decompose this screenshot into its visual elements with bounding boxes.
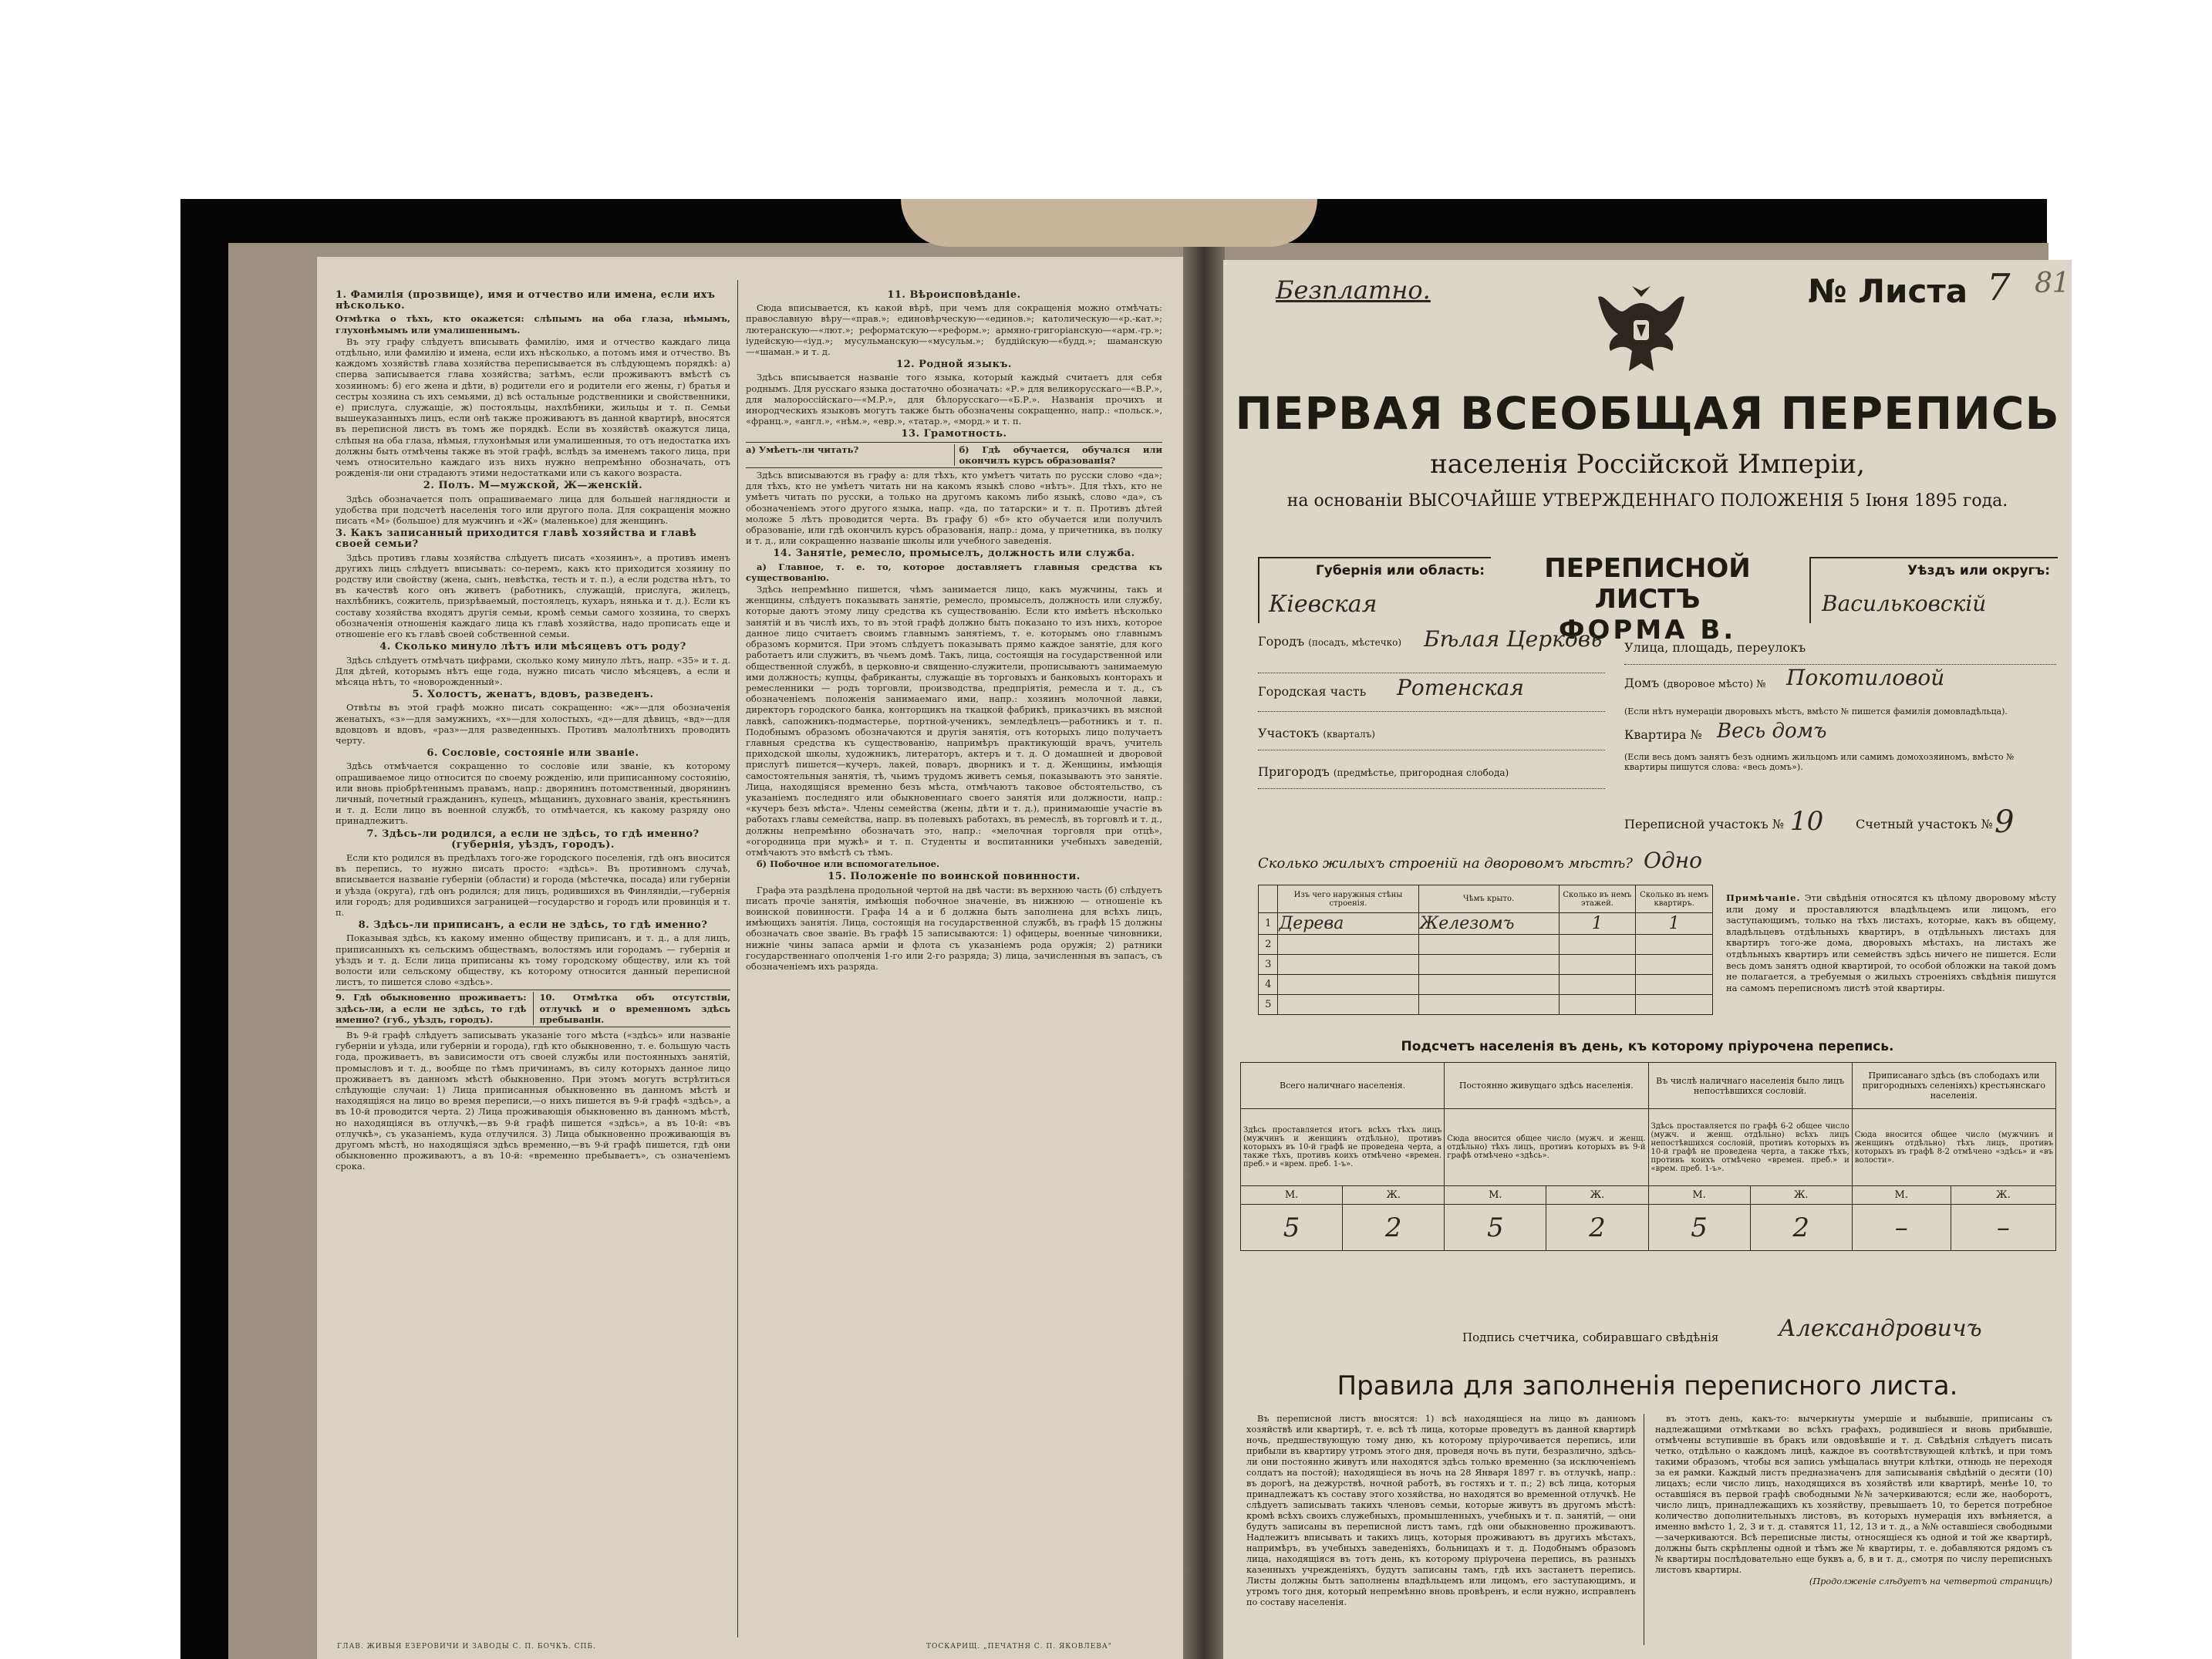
province-value: Кіевская: [1269, 591, 1377, 618]
census-precinct-row: [1624, 804, 2056, 843]
city-hint: (посадъ, мѣстечко): [1308, 637, 1402, 648]
count-desc-peasants: Сюда вносится общее число (мужчинъ и женщинъ отдѣльно) тѣхъ лицъ, противъ которыхъ въ графѣ 8-2 отмѣчено «здѣсь» и «въ волости».: [1852, 1109, 2055, 1186]
bldg-header-walls: Изъ чего наружныя стѣны строенія.: [1278, 885, 1418, 913]
count-value: 2: [1750, 1205, 1852, 1251]
q6-text: Здѣсь отмѣчается сокращенно то сословіе или званіе, къ которому опрашиваемое лицо относится по своему рожденію, или приписанному состоянію, или вновь пріобрѣтеннымъ правамъ, напр.: дворянинъ потомственный, дворянинъ личный, почетный гражданинъ, купецъ, мѣщанинъ, духовнаго званія, крестьянинъ и т. д. Если лицо въ военной службѣ, то отмѣчается, къ какому разряду оно принадлежитъ.: [336, 760, 730, 827]
count-precinct-label: Счетный участокъ №: [1856, 817, 1993, 831]
count-col-m: М.: [1852, 1186, 1951, 1205]
buildings-label: Сколько жилыхъ строеній на дворовомъ мѣстѣ?: [1258, 855, 1633, 872]
rules-title: Правила для заполненія переписного листа.: [1337, 1371, 1958, 1401]
signature-label: Подпись счетчика, собиравшаго свѣдѣнія: [1462, 1330, 1719, 1344]
city-value: Бѣлая Церковь: [1424, 626, 1603, 652]
column-divider: [737, 280, 738, 1637]
form-title-line-2: ФОРМА В.: [1558, 615, 1737, 646]
q15-text: Графа эта раздѣлена продольной чертой на двѣ части: въ верхнюю часть (б) слѣдуетъ писать прочіе занятія, имѣющія побочное значеніе, въ нижнюю — отношеніе къ воинской повинности. Графа 14 а и б должна быть заполнена для всѣхъ лицъ, имѣющихъ занятія. Лица, состоящія на государственной службѣ, въ графѣ 15 должны обозначать свое званіе. Въ графѣ 15 записываются: 1) офицеры, военные чиновники, нижніе чины запаса арміи и флота съ указаніемъ рода оружія; 2) ратники государственнаго ополченія 1-го или 2-го разряда; 3) лица, зачисленныя въ запасъ, съ обозначеніемъ ихъ разряда.: [746, 884, 1162, 972]
apartment-note: (Если весь домъ занятъ безъ однимъ жильцомъ или самимъ домохозяиномъ, вмѣсто № квартиры пишутся слова: «весь домъ»).: [1624, 752, 2015, 772]
note-text: Эти свѣдѣнія относятся къ цѣлому дворовому мѣсту или дому и проставляются владѣльцемъ или лицомъ, его заступающимъ, только на тѣхъ листахъ, которые, какъ въ общему, владѣльцевъ отдѣльныхъ квартиръ, в отдѣльныхъ листахъ для квартиръ того-же дома, дворовыхъ мѣстахъ, на листахъ же отдѣльныхъ квартиръ или семействъ здѣсь ничего не пишется. Если весь домъ занятъ одной квартирой, то особой обложки на такой домъ не полагается, а требуемыя о жилыхъ строеніяхъ свѣдѣнія пишутся на самомъ переписномъ листѣ этой квартиры.: [1726, 892, 2056, 993]
apartment-label: Квартира №: [1624, 727, 1702, 742]
left-column-1: [336, 288, 730, 1173]
city-label: Городъ: [1258, 634, 1305, 649]
bldg-header-floors: Сколько въ немъ этажей.: [1559, 885, 1636, 913]
census-main-title: ПЕРВАЯ ВСЕОБЩАЯ ПЕРЕПИСЬ: [1235, 387, 2060, 440]
house-note: (Если нѣтъ нумераціи дворовыхъ мѣстъ, вмѣсто № пишется фамилія домовладѣльца).: [1624, 706, 2008, 717]
bldg-header-apartments: Сколько въ немъ квартиръ.: [1636, 885, 1713, 913]
q6-title: 6. Сословіе, состояніе или званіе.: [427, 747, 639, 760]
district-label: Уѣздъ или округъ:: [1907, 563, 2050, 578]
count-header-resident: Постоянно живущаго здѣсь населенія.: [1445, 1063, 1648, 1109]
census-precinct-value: 10: [1790, 806, 1824, 837]
rules-column-2: [1655, 1414, 2052, 1588]
count-header-peasants: Приписанаго здѣсь (въ слободахъ или пригородныхъ селеніяхъ) крестьянскаго населенія.: [1852, 1063, 2055, 1109]
q2-text: Здѣсь обозначается полъ опрашиваемаго лица для большей наглядности и удобства при подсчетѣ населенія того или другого пола. Для сокращенія можно писать «М» (большое) для мужчинъ и «Ж» (маленькое) для женщинъ.: [336, 493, 730, 527]
province-label: Губернія или область:: [1315, 563, 1485, 578]
bldg-row-number: 1: [1259, 913, 1278, 935]
count-header-estates: Въ числѣ наличнаго населенія было лицъ непостѣвшихся сословій.: [1648, 1063, 1852, 1109]
address-left: [1258, 626, 1605, 789]
population-count-table: [1240, 1062, 2056, 1251]
q1-sub: Отмѣтка о тѣхъ, кто окажется: слѣпымъ на оба глаза, нѣмымъ, глухонѣмымъ или умалишеннымъ.: [336, 313, 730, 336]
count-col-zh: Ж.: [1546, 1186, 1648, 1205]
precinct-hint: (кварталъ): [1323, 729, 1375, 740]
q13-title: 13. Грамотность.: [901, 428, 1007, 440]
count-value: –: [1852, 1205, 1951, 1251]
census-basis-line: на основаніи ВЫСОЧАЙШЕ УТВЕРЖДЕННАГО ПОЛОЖЕНІЯ 5 Іюня 1895 года.: [1286, 491, 2008, 511]
q7-text: Если кто родился въ предѣлахъ того-же городского поселенія, гдѣ онъ вносится въ перепись, то нужно писать просто: «здѣсь». Въ противномъ случаѣ, вписывается названіе губерніи (области) и города (мѣстечка, посада) или губерніи и уѣзда (округа), гдѣ онъ родился; для лицъ, родившихся въ Финляндіи,—губернія или городъ; для родившихся заграницей—государство и городъ или провинція и т. п.: [336, 851, 730, 918]
count-value: 5: [1445, 1205, 1546, 1251]
q5-title: 5. Холостъ, женатъ, вдовъ, разведенъ.: [412, 689, 654, 701]
signature-value: Александровичъ: [1779, 1315, 1982, 1342]
count-precinct-value: 9: [1995, 804, 2015, 840]
census-subtitle: населенія Россійской Имперіи,: [1430, 449, 1865, 480]
bldg-cell-floors: 1: [1559, 913, 1636, 935]
city-part-label: Городская часть: [1258, 684, 1367, 699]
form-title-line-1: ПЕРЕПИСНОЙ ЛИСТЪ: [1544, 553, 1751, 615]
bldg-cell-apartments: 1: [1636, 913, 1713, 935]
note-block: [1726, 892, 2056, 993]
precinct-label: Участокъ: [1258, 726, 1320, 740]
house-hint: (дворовое мѣсто) №: [1663, 679, 1766, 690]
buildings-table: [1258, 885, 1713, 1015]
count-desc-present: Здѣсь проставляется итогъ всѣхъ тѣхъ лицъ (мужчинъ и женщинъ отдѣльно), противъ которыхъ въ 10-й графѣ не проведена черта, а также тѣхъ, противъ коихъ отмѣчено «времен. преб.» и «врем. преб. 1-ъ».: [1241, 1109, 1445, 1186]
count-desc-resident: Сюда вносится общее число (мужч. и женщ. отдѣльно) тѣхъ лицъ, противъ которыхъ въ 9-й графѣ отмѣчено «здѣсь».: [1445, 1109, 1648, 1186]
count-col-zh: Ж.: [1750, 1186, 1852, 1205]
q2-title: 2. Полъ. М—мужской, Ж—женскій.: [423, 480, 643, 492]
scan-background: [180, 199, 2070, 1659]
district-box: [1809, 557, 2058, 623]
sheet-number-label: № Листа: [1808, 272, 1968, 310]
q15-title: 15. Положеніе по воинской повинности.: [828, 871, 1081, 883]
house-label: Домъ: [1624, 676, 1660, 690]
bldg-row-number: 4: [1259, 975, 1278, 995]
buildings-row: [1258, 848, 2056, 882]
lamp-shade: [901, 199, 1317, 247]
q4-text: Здѣсь слѣдуетъ отмѣчать цифрами, сколько кому минуло лѣтъ, напр. «35» и т. д. Для дѣтей, которымъ нѣтъ еще года, нужно писать число мѣсяцевъ, а если и мѣсяца нѣтъ, то «новорожденный».: [336, 654, 730, 687]
q14a-label: а) Главное, т. е. то, которое доставляетъ главныя средства къ существованію.: [746, 561, 1162, 583]
q10-title: 10. Отмѣтка объ отсутствіи, отлучкѣ и о временномъ здѣсь пребываніи.: [539, 992, 730, 1025]
apartment-value: Весь домъ: [1717, 720, 1827, 743]
rules-continued: (Продолженіе слѣдуетъ на четвертой страницѣ): [1809, 1576, 2052, 1587]
count-value: 2: [1343, 1205, 1445, 1251]
q8-title: 8. Здѣсь-ли приписанъ, а если не здѣсь, то гдѣ именно?: [358, 919, 708, 932]
count-col-m: М.: [1445, 1186, 1546, 1205]
count-value: 5: [1241, 1205, 1343, 1251]
note-title: Примѣчаніе.: [1726, 892, 1801, 903]
q4-title: 4. Сколько минуло лѣтъ или мѣсяцевъ отъ роду?: [379, 641, 686, 653]
q12-title: 12. Родной языкъ.: [896, 359, 1012, 371]
bldg-row-number: 2: [1259, 935, 1278, 955]
count-title: Подсчетъ населенія въ день, къ которому пріурочена перепись.: [1401, 1039, 1894, 1054]
q1-title: 1. Фамилія (прозвище), имя и отчество или имена, если ихъ нѣсколько.: [336, 289, 716, 312]
q7-title: 7. Здѣсь-ли родился, а если не здѣсь, то гдѣ именно? (губернія, уѣздъ, городъ).: [366, 828, 700, 851]
street-label: Улица, площадь, переулокъ: [1624, 634, 2056, 665]
q14-text: Здѣсь непремѣнно пишется, чѣмъ занимается лицо, какъ мужчины, такъ и женщины, слѣдуетъ показывать занятіе, ремесло, промыселъ, должность или службу, которые даютъ этому лицу средства къ существованію. Если кто имѣетъ нѣсколько занятій и въ числѣ ихъ, то въ этой графѣ должно быть показано то изъ нихъ, которое данное лицо считаетъ своимъ главнымъ занятіемъ, т. е. которымъ оно главнымъ образомъ кормится. При этомъ слѣдуетъ показывать прямо каждое занятіе, для кого работаетъ или служитъ, въ чьемъ домѣ. Такъ, лица, состоящія на государственной или общественной службѣ, в церковно-и священно-служители, прописываютъ занимаемую ими должность; купцы, фабриканты, служащіе въ торговыхъ и банковыхъ конторахъ и ремесленники — родъ торговли, производства, предпріятія, ремесла и т. д., съ обозначеніемъ положенія занимаемаго ими, напр.: хозяинъ молочной лавки, директоръ городского банка, конторщикъ на ткацкой фабрикѣ, приказчикъ въ мясной лавкѣ, сапожникъ-подмастерье, портной-ученикъ, земледѣлецъ—работникъ и т. п. Подобнымъ образомъ обозначаются и другія занятія, отъ которыхъ лицо получаетъ главныя средства къ существованію, напримѣръ практикующій врачъ, учитель приходской школы, художникъ, литераторъ, актеръ и т. д. О домашней и дворовой прислугѣ пишется—кучеръ, лакей, поваръ, дворникъ и т. д. Женщины, имѣющія самостоятельныя занятія, тѣ, чьимъ трудомъ живетъ семья, показываютъ это занятіе. Лица, находящіяся временно безъ мѣста, отмѣчаютъ таковое обстоятельство, съ указаніемъ последняго или обыкновеннаго своего занятія или должности, напр.: «кучеръ безъ мѣста». Члены семейства (жены, дѣти и т. д.), принимающіе участіе въ работахъ главы семейства, напр. въ полевыхъ работахъ, въ ремеслѣ, въ торговлѣ и т. д., должны непремѣнно обозначать это, напр.: «мелочная торговля при отцѣ», «огородница при мужѣ» и т. п. Студенты и воспитанники учебныхъ заведеній, отмѣчаютъ это вмѣстѣ съ тѣмъ.: [746, 584, 1162, 858]
count-desc-estates: Здѣсь проставляется по графѣ 6-2 общее число (мужч. и женщ. отдѣльно) всѣхъ лицъ непостѣвшихся сословій, противъ которыхъ въ 10-й графѣ не проведена черта, а также тѣхъ, противъ коихъ отмѣчено «времен. преб.» и «врем. преб. 1-ъ».: [1648, 1109, 1852, 1186]
count-col-m: М.: [1241, 1186, 1343, 1205]
count-value: 5: [1648, 1205, 1750, 1251]
suburb-label: Пригородъ: [1258, 764, 1330, 779]
printer-imprint-right: ТОСКАРИЩ. „ПЕЧАТНЯ С. П. ЯКОВЛЕВА": [926, 1643, 1112, 1651]
bldg-cell-walls: Дерева: [1278, 913, 1418, 935]
count-value: 2: [1546, 1205, 1648, 1251]
city-part-value: Ротенская: [1397, 675, 1524, 700]
district-value: Васильковскій: [1822, 591, 1987, 616]
sheet-number-value: 7: [1987, 266, 2011, 309]
margin-mark: 81: [2035, 268, 2070, 299]
book-gutter: [1183, 243, 1225, 1659]
buildings-value: Одно: [1644, 848, 1703, 873]
rules-text-1: Въ переписной листъ вносятся: 1) всѣ находящіеся на лицо въ данномъ хозяйствѣ или квартирѣ, т. е. всѣ тѣ лица, которые проведутъ въ данной квартирѣ ночь, предшествующую тому дню, къ которому пріурочивается перепись, или прибыли въ квартиру утромъ этого дня, проведя ночь въ пути, безразлично, здѣсь-ли они постоянно живутъ или находятся здѣсь только временно (за исключеніемъ солдатъ на постой); находящіеся въ ночь на 28 Января 1897 г. въ отлучкѣ, напр.: въ дорогѣ, на дежурствѣ, ночной работѣ, въ гостяхъ и т. п.; 2) всѣ лица, которыя принадлежатъ къ составу этого хозяйства, но находятся во временной отлучкѣ. Не слѣдуетъ записывать такихъ членовъ семьи, которые живутъ въ другомъ мѣстѣ: кромѣ всѣхъ своихъ служебныхъ, промышленныхъ, учебныхъ и т. п. занятій, — они будутъ записаны въ переписной листъ тамъ, гдѣ они обыкновенно проживаютъ. Надлежитъ вписывать и такихъ лицъ, которыя проживаютъ въ другихъ мѣстахъ, напримѣръ, въ учебныхъ заведеніяхъ, больницахъ и т. д. Подобнымъ образомъ лица, находящіяся въ тотъ день, къ которому пріурочена перепись, въ разныхъ казенныхъ учрежденіяхъ, будутъ записаны тамъ, гдѣ ихъ застанетъ перепись. Листы должны быть заполнены владѣльцемъ или лицомъ, его заступающимъ, и утромъ того дня, который непремѣнно вновь провѣренъ, и если нужно, исправленъ по составу населенія.: [1246, 1414, 1636, 1607]
census-precinct-label: Переписной участокъ №: [1624, 817, 1784, 831]
q14b-label: б) Побочное или вспомогательное.: [757, 858, 939, 870]
q1-text: Въ эту графу слѣдуетъ вписывать фамилію, имя и отчество каждаго лица отдѣльно, или фамилію и имена, если ихъ нѣсколько, а потомъ имя и отчество. Въ каждомъ хозяйствѣ глава хозяйства переписывается въ слѣдующемъ порядкѣ: а) сперва записывается глава хозяйства; затѣмъ, если проживаютъ вмѣстѣ съ хозяиномъ: б) его жена и дѣти, в) родители его и родители его жены, г) братья и сестры хозяина съ ихъ семьями, д) всѣ остальные родственники и свойственники, е) прислуга, служащіе, ж) постояльцы, нахлѣбники, жильцы и т. п. Семьи вышеуказанныхъ лицъ, если онѣ также проживаютъ въ данной квартирѣ, вносятся въ переписной листъ въ томъ же порядкѣ. Если въ хозяйствѣ окажутся лица, слѣпыя на оба глаза, нѣмыя, глухонѣмыя или умалишенныя, то отъ недостатка ихъ должны быть отмѣчены также въ этой графѣ, вслѣдъ за именемъ такого лица, при чемъ относительно каждаго изъ нихъ нужно непремѣнно обозначать, отъ рожденія-ли они страдаютъ этими недостатками или съ какого возраста.: [336, 336, 730, 479]
q11-text: Сюда вписывается, къ какой вѣрѣ, при чемъ для сокращенія можно отмѣчать: православную вѣру—«прав.»; единовѣрческую—«единов.»; католическую—«р.-кат.»; лютеранскую—«лют.»; реформатскую—«реформ.»; армяно-григоріанскую—«арм.-гр.»; іудейскую—«іуд.»; мусульманскую—«мусульм.»; буддійскую—«будд.»; шаманскую—«шаман.» и т. д.: [746, 302, 1162, 358]
bldg-row-number: 5: [1259, 995, 1278, 1015]
q13b-label: б) Гдѣ обучается, обучался или окончилъ курсъ образованія?: [959, 443, 1162, 466]
count-col-zh: Ж.: [1343, 1186, 1445, 1205]
rules-text-2: въ этотъ день, какъ-то: вычеркнуты умершіе и выбывшіе, приписаны съ надлежащими отмѣтками во всѣхъ графахъ, родившіеся и вновь прибывшіе, отмѣчены вступившіе въ бракъ или овдовѣвшіе и т. д. Свѣдѣнія слѣдуетъ писать четко, отдѣльно о каждомъ лицѣ, каждое въ соотвѣтствующей клѣткѣ, и при томъ такими образомъ, чтобы вся запись умѣщалась внутри клѣтки, отнюдь не переходя за ея рамки. Каждый листъ предназначенъ для записыванія свѣдѣній о десяти (10) лицахъ; если число лицъ, находящихся въ хозяйствѣ или квартирѣ, менѣе 10, то оставшіяся въ первой графѣ свободными №№ зачеркиваются; если же, наоборотъ, число лицъ, принадлежащихъ къ хозяйству, превышаетъ 10, то берется потребное количество дополнительныхъ листовъ, въ которыхъ нумерація ихъ вмѣняется, а именно вмѣсто 1, 2, 3 и т. д. ставятся 11, 12, 13 и т. д., а №№ оставшіеся свободными—зачеркиваются. Всѣ переписные листы, относящіеся къ одной и той же квартирѣ, должны быть скрѣплены одной и тѣмъ же № квартиры, т. е. добавляются рядомъ съ № квартиры послѣдовательно еще буквъ а, б, в и т. д., смотря по числу переписныхъ листовъ квартиры.: [1655, 1414, 2052, 1575]
q3-text: Здѣсь противъ главы хозяйства слѣдуетъ писать «хозяинъ», а противъ именъ другихъ лицъ слѣдуетъ вписывать: со-перемъ, какъ кто приходится хозяину по родству или свойству (жена, сынъ, невѣстка, тесть и т. п.), а если родства нѣтъ, то въ качествѣ кого онъ живетъ (работникъ, служащій, прислуга, жилецъ, нахлѣбникъ, сожитель, призрѣваемый, постоялецъ, кухаръ, нянька и т. д.). Если къ составу хозяйства входятъ другія семьи, кромѣ семьи самого хозяина, то сверхъ обозначенія отношенія каждаго лица къ главѣ хозяйства, надо прописать еще и отношеніе его къ главѣ своей собственной семьи.: [336, 551, 730, 640]
left-page: [317, 257, 1185, 1659]
q8-text: Показывая здѣсь, къ какому именно обществу приписанъ, и т. д., а для лицъ, приписанныхъ къ сельскимъ обществамъ, волостямъ или городамъ — губернія и уѣздъ и т. д. Если лица приписаны къ тому городскому обществу, или къ той волости или сельскому обществу, къ которому относится данный переписной листъ, то пишется слово «здѣсь».: [336, 932, 730, 988]
left-column-2: [746, 288, 1162, 973]
q9-text: Въ 9-й графѣ слѣдуетъ записывать указаніе того мѣста («здѣсь» или названіе губерніи и уѣзда, или губерніи и города), гдѣ кто обыкновенно, т. е. большую часть года, проживаетъ, въ зависимости отъ своей службы или постоянныхъ занятій, промысловъ и т. д., вообще по тѣмъ причинамъ, въ силу которыхъ данное лицо проживаетъ въ данномъ мѣстѣ обыкновенно. При этомъ могутъ встрѣтиться слѣдующіе случаи: 1) Лица приписанныя обыкновенно въ данномъ мѣстѣ и находящіяся на лицо во время переписи,—о нихъ пишется въ 9-й графѣ «здѣсь», а въ 10-й проводится черта. 2) Лица проживающія обыкновенно въ данномъ мѣстѣ, но находящіяся въ отлучкѣ,—въ 9-й графѣ пишется «здѣсь», а въ 10-й: «въ отлучкѣ», съ указаніемъ, куда отлучился. 3) Лица обыкновенно проживающія въ другомъ мѣстѣ, но находящіяся здѣсь временно,—въ 9-й графѣ пишется, гдѣ они обыкновенно проживаютъ, а въ 10-й: «временно пребываетъ», съ означеніемъ срока.: [336, 1030, 730, 1172]
bldg-cell-roof: Железомъ: [1418, 913, 1559, 935]
book-spread: [228, 243, 2070, 1659]
bldg-header-roof: Чѣмъ крыто.: [1418, 885, 1559, 913]
printer-imprint-left: ГЛАВ. ЖИВЫЯ ЕЗЕРОВИЧИ И ЗАВОДЫ С. П. БОЧКЪ. СПБ.: [337, 1643, 596, 1651]
q5-text: Отвѣты въ этой графѣ можно писать сокращенно: «ж»—для обозначенія женатыхъ, «з»—для замужнихъ, «х»—для холостыхъ, «д»—для дѣвицъ, «вд»—для вдовцовъ и вдовъ, «раз»—для разведенныхъ. Противъ малолѣтнихъ проводить черту.: [336, 702, 730, 746]
address-right: [1624, 634, 2056, 772]
count-col-m: М.: [1648, 1186, 1750, 1205]
q3-title: 3. Какъ записанный приходится главѣ хозяйства и главѣ своей семьи?: [336, 528, 697, 551]
q13-text: Здѣсь вписываются въ графу а: для тѣхъ, кто умѣетъ читать по русски слово «да»; для тѣхъ, кто не умѣетъ читать ни на какомъ языкѣ слово «нѣтъ». Для тѣхъ, кто не умѣетъ читать по русски, а только на другомъ какомъ либо языкѣ, слово «да», съ обозначеніемъ этого другого языка, напр. «да, по татарски» и т. п. Противъ дѣтей моложе 5 лѣтъ проводится черта. Въ графу б) «б» кто обучается или получилъ образованіе, или гдѣ окончилъ курсъ образованія, напр.: дома, у причетника, въ полку и т. д., или сокращенно названіе школы или учебного заведенія.: [746, 470, 1162, 547]
suburb-hint: (предмѣстье, пригородная слобода): [1333, 767, 1509, 778]
q13a-label: а) Умѣетъ-ли читать?: [746, 443, 859, 455]
free-label: Безплатно.: [1276, 275, 1431, 305]
q9-title: 9. Гдѣ обыкновенно проживаетъ: здѣсь-ли, а если не здѣсь, то гдѣ именно? (губ., уѣздъ, городъ).: [336, 992, 527, 1025]
rules-column-1: [1246, 1414, 1636, 1609]
count-header-present: Всего наличнаго населенія.: [1241, 1063, 1445, 1109]
q11-title: 11. Вѣроисповѣданіе.: [887, 289, 1021, 301]
count-col-zh: Ж.: [1951, 1186, 2055, 1205]
right-page: [1223, 260, 2072, 1659]
province-box: [1258, 557, 1491, 623]
q12-text: Здѣсь вписывается названіе того языка, который каждый считаетъ для себя роднымъ. Для русскаго языка достаточно обозначать: «Р.» для великорусскаго—«В.Р.», для малороссійскаго—«М.Р.», для бѣлорусскаго—«Б.Р.». Названія прочихъ и инородческихъ языковъ могутъ также быть обозначены сокращенно, напр.: «польск.», «франц.», «англ.», «нѣм.», «евр.», «татар.», «морд.» и т. п.: [746, 372, 1162, 427]
count-value: –: [1951, 1205, 2055, 1251]
imperial-eagle-icon: [1595, 280, 1688, 388]
bldg-row-number: 3: [1259, 955, 1278, 975]
house-value: Покотиловой: [1786, 665, 1945, 690]
q14-title: 14. Занятіе, ремесло, промыселъ, должность или служба.: [773, 548, 1135, 560]
